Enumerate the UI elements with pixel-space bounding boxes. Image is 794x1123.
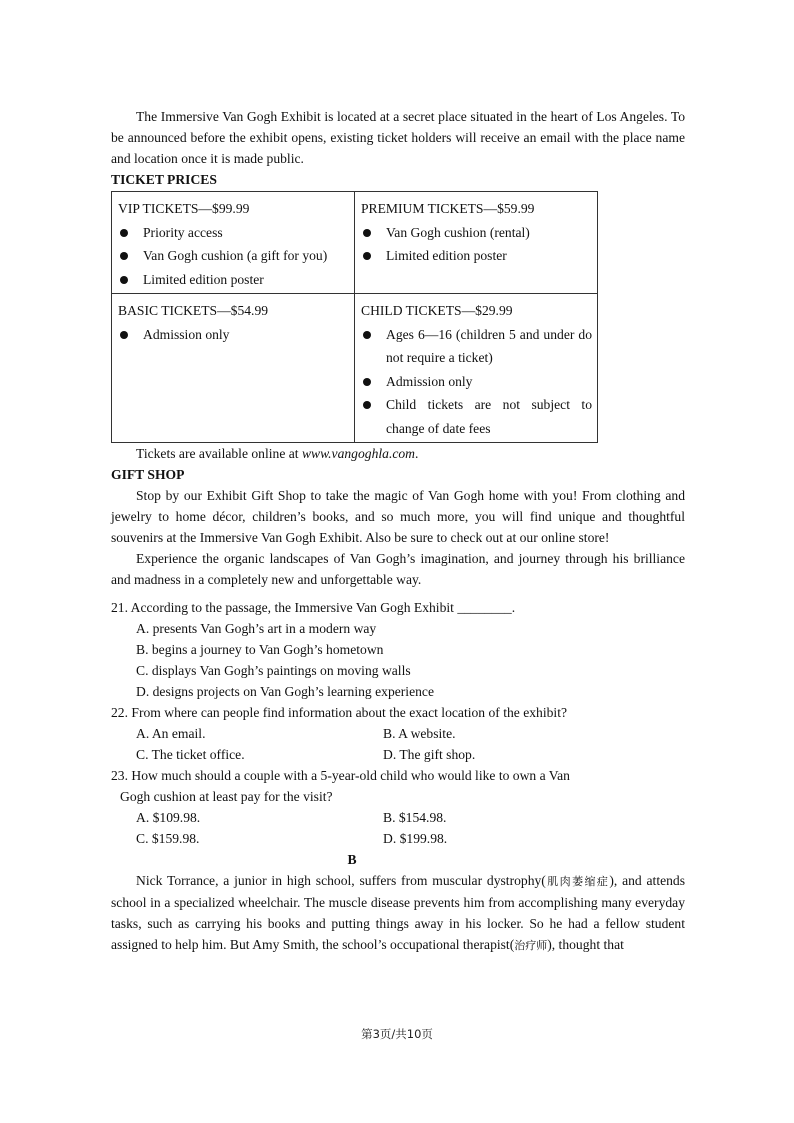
option-d: D. $199.98. — [383, 831, 448, 846]
gift-shop-heading: GIFT SHOP — [111, 467, 185, 482]
list-item: Priority access — [118, 221, 349, 245]
list-item: Child tickets are not subject to change of date fees — [361, 393, 592, 440]
option-b: B. begins a journey to Van Gogh’s hometown — [136, 642, 384, 657]
bullet-icon — [363, 331, 371, 339]
option-b: B. $154.98. — [383, 810, 447, 825]
option-a: A. presents Van Gogh’s art in a modern way — [136, 621, 377, 636]
option-c: C. displays Van Gogh’s paintings on moving walls — [136, 663, 411, 678]
website-link[interactable]: www.vangoghla.com — [301, 446, 415, 461]
ticket-prices-table — [111, 191, 598, 443]
option-a: A. $109.98. — [136, 810, 201, 825]
child-tickets-cell — [355, 294, 598, 443]
page-content — [111, 106, 685, 956]
page-number-footer: 第3页/共10页 — [361, 1027, 433, 1041]
bullet-icon — [120, 276, 128, 284]
bullet-icon — [120, 252, 128, 260]
intro-paragraph: The Immersive Van Gogh Exhibit is located at a secret place situated in the heart of Los Angeles. To be announced before the exhibit opens, existing ticket holders will receive an email with the place name and location once it is made public. — [111, 109, 685, 166]
bullet-icon — [120, 229, 128, 237]
list-item: Ages 6—16 (children 5 and under do not require a ticket) — [361, 323, 592, 370]
gift-shop-paragraph: Stop by our Exhibit Gift Shop to take the magic of Van Gogh home with you! From clothing and jewelry to home décor, children’s books, and so much more, you will find unique and thoughtful souvenirs at the Immersive Van Gogh Exhibit. Also be sure to check out at our online store! — [111, 488, 685, 545]
list-item: Van Gogh cushion (rental) — [361, 221, 592, 245]
basic-tickets-title: BASIC TICKETS—$54.99 — [118, 303, 269, 318]
online-tickets-line: Tickets are available online at www.vangoghla.com. — [136, 446, 419, 461]
child-tickets-title: CHILD TICKETS—$29.99 — [361, 303, 513, 318]
option-c: C. $159.98. — [136, 831, 200, 846]
passage-b-paragraph: Nick Torrance, a junior in high school, suffers from muscular dystrophy(肌肉萎缩症), and attends school in a specialized wheelchair. The muscle disease prevents him from accomplishing many everyday tasks, such as carrying his books and putting things away in his locker. So he had a fellow student assigned to help him. But Amy Smith, the school’s occupational therapist(治疗师), thought that — [111, 873, 686, 952]
question-stem: 23. How much should a couple with a 5-year-old child who would like to own a Van Gogh cushion at least pay for the visit? — [111, 768, 570, 804]
bullet-icon — [363, 401, 371, 409]
list-item: Limited edition poster — [118, 268, 349, 292]
list-item: Limited edition poster — [361, 244, 592, 268]
experience-paragraph: Experience the organic landscapes of Van Gogh’s imagination, and journey through his brilliance and madness in a completely new and unforgettable way. — [111, 551, 685, 587]
bullet-icon — [363, 252, 371, 260]
basic-tickets-cell — [112, 294, 355, 443]
bullet-icon — [363, 229, 371, 237]
option-b: B. A website. — [383, 726, 456, 741]
question-stem: 21. According to the passage, the Immersive Van Gogh Exhibit ________. — [111, 600, 516, 615]
question-23 — [111, 765, 685, 849]
list-item: Van Gogh cushion (a gift for you) — [118, 244, 349, 268]
option-a: A. An email. — [136, 726, 206, 741]
premium-tickets-title: PREMIUM TICKETS—$59.99 — [361, 201, 535, 216]
option-d: D. designs projects on Van Gogh’s learning experience — [136, 684, 434, 699]
option-d: D. The gift shop. — [383, 747, 476, 762]
option-c: C. The ticket office. — [136, 747, 245, 762]
vip-tickets-cell — [112, 192, 355, 294]
question-21 — [111, 597, 685, 702]
premium-tickets-cell — [355, 192, 598, 294]
list-item: Admission only — [361, 370, 592, 394]
list-item: Admission only — [118, 323, 349, 347]
vip-tickets-title: VIP TICKETS—$99.99 — [118, 201, 250, 216]
section-b-heading: B — [347, 852, 357, 867]
question-22 — [111, 702, 685, 765]
ticket-prices-heading: TICKET PRICES — [111, 172, 217, 187]
question-stem: 22. From where can people find information about the exact location of the exhibit? — [111, 705, 568, 720]
bullet-icon — [363, 378, 371, 386]
bullet-icon — [120, 331, 128, 339]
